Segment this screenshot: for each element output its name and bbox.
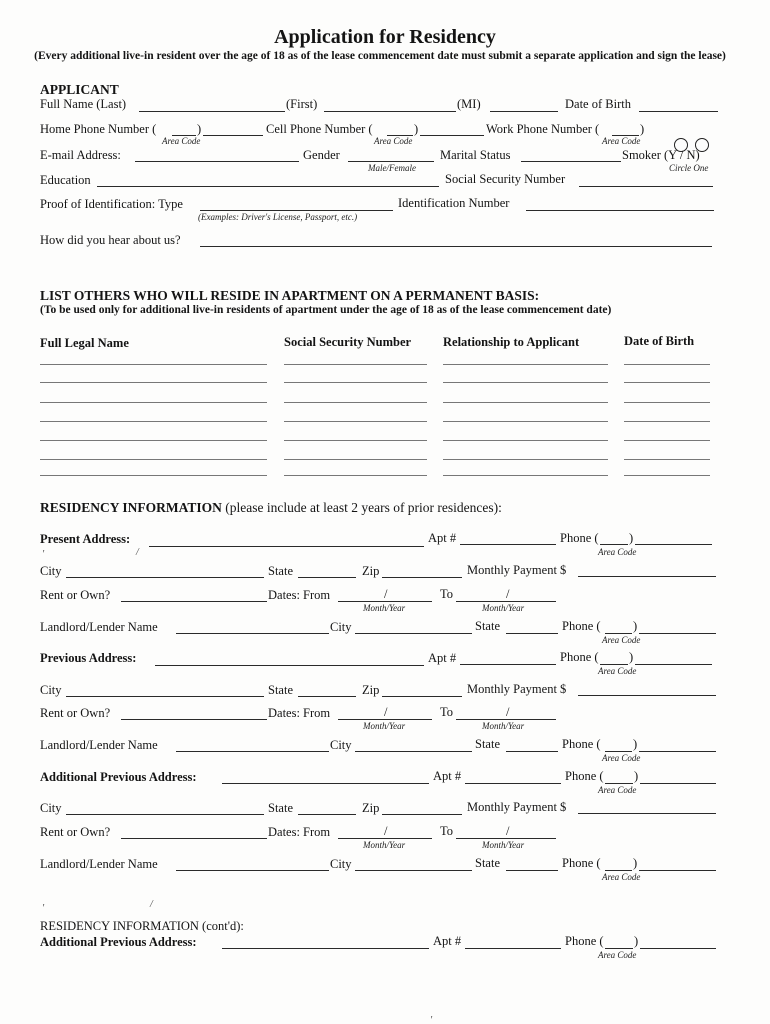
present-rent-own-label: Rent or Own? <box>40 588 111 602</box>
additional-dates-from-label: Dates: From <box>268 825 331 839</box>
scan-mark: ' <box>430 1015 433 1024</box>
previous-phone-field[interactable] <box>635 664 712 665</box>
present-zip-field[interactable] <box>382 577 462 578</box>
work-area-code-hint: Area Code <box>602 136 641 146</box>
contd-area-code-hint: Area Code <box>598 950 637 960</box>
present-state-label: State <box>268 564 293 578</box>
how-heard-field[interactable] <box>200 246 712 247</box>
previous-dates-from-label: Dates: From <box>268 706 331 720</box>
residency-contd-heading: RESIDENCY INFORMATION (cont'd): <box>40 919 244 933</box>
additional-landlord-area-code-hint: Area Code <box>602 872 641 882</box>
additional-city-field[interactable] <box>66 814 264 815</box>
cell-phone-field[interactable] <box>420 135 484 136</box>
others-dob-line[interactable] <box>624 364 710 365</box>
others-ssn-line[interactable] <box>284 364 427 365</box>
present-rent-own-field[interactable] <box>121 601 267 602</box>
additional-monthly-payment-label: Monthly Payment $ <box>467 800 567 814</box>
present-apt-label: Apt # <box>428 531 457 545</box>
present-landlord-area-code-hint: Area Code <box>602 635 641 645</box>
work-phone-paren: ) <box>640 122 645 136</box>
present-city-field[interactable] <box>66 577 264 578</box>
previous-landlord-field[interactable] <box>176 751 329 752</box>
previous-phone-area-field[interactable] <box>600 664 628 665</box>
present-landlord-phone-area-field[interactable] <box>605 633 632 634</box>
home-phone-label: Home Phone Number ( <box>40 122 157 136</box>
present-landlord-state-field[interactable] <box>506 633 558 634</box>
present-to-month-year-hint: Month/Year <box>482 603 525 613</box>
others-relationship-line[interactable] <box>443 382 608 383</box>
residency-heading-row <box>40 501 502 515</box>
present-landlord-phone-label: Phone ( <box>562 619 601 633</box>
additional-city-label: City <box>40 801 62 815</box>
col-ssn: Social Security Number <box>284 335 412 349</box>
previous-landlord-state-field[interactable] <box>506 751 558 752</box>
scan-mark: ' <box>42 903 45 914</box>
others-ssn-line[interactable] <box>284 382 427 383</box>
others-relationship-line[interactable] <box>443 440 608 441</box>
others-full-name-line[interactable] <box>40 382 267 383</box>
additional-landlord-phone-area-field[interactable] <box>605 870 632 871</box>
others-relationship-line[interactable] <box>443 459 608 460</box>
additional-landlord-city-label: City <box>330 857 352 871</box>
present-landlord-city-field[interactable] <box>355 633 472 634</box>
additional-landlord-phone-field[interactable] <box>639 870 716 871</box>
present-monthly-payment-label: Monthly Payment $ <box>467 563 567 577</box>
additional-address-field[interactable] <box>222 783 429 784</box>
marital-status-field[interactable] <box>521 161 621 162</box>
present-zip-label: Zip <box>362 564 380 578</box>
additional-phone-area-field[interactable] <box>605 783 633 784</box>
others-ssn-line[interactable] <box>284 402 427 403</box>
present-area-code-hint: Area Code <box>598 547 637 557</box>
previous-landlord-state-label: State <box>475 737 500 751</box>
additional-rent-own-field[interactable] <box>121 838 267 839</box>
others-dob-line[interactable] <box>624 475 710 476</box>
previous-to-month-year-hint: Month/Year <box>482 721 525 731</box>
previous-zip-label: Zip <box>362 683 380 697</box>
additional-to-slash: / <box>506 824 510 838</box>
present-dates-from-label: Dates: From <box>268 588 331 602</box>
additional-from-slash: / <box>384 824 388 838</box>
additional-from-month-year-hint: Month/Year <box>363 840 406 850</box>
additional-phone-paren: ) <box>634 769 639 783</box>
present-to-field[interactable] <box>456 601 556 602</box>
additional-area-code-hint: Area Code <box>598 785 637 795</box>
contd-phone-label: Phone ( <box>565 934 604 948</box>
education-field[interactable] <box>97 186 439 187</box>
contd-apt-label: Apt # <box>433 934 462 948</box>
present-landlord-phone-field[interactable] <box>639 633 716 634</box>
present-address-field[interactable] <box>149 546 424 547</box>
present-landlord-state-label: State <box>475 619 500 633</box>
col-full-legal-name: Full Legal Name <box>40 336 129 350</box>
additional-landlord-label: Landlord/Lender Name <box>40 857 158 871</box>
present-to-label: To <box>440 587 454 601</box>
previous-city-label: City <box>40 683 62 697</box>
additional-from-field[interactable] <box>338 838 432 839</box>
id-number-field[interactable] <box>526 210 714 211</box>
present-phone-label: Phone ( <box>560 531 599 545</box>
others-ssn-line[interactable] <box>284 440 427 441</box>
work-phone-label: Work Phone Number ( <box>486 122 600 136</box>
previous-monthly-payment-label: Monthly Payment $ <box>467 682 567 696</box>
additional-monthly-payment-field[interactable] <box>578 813 716 814</box>
present-landlord-field[interactable] <box>176 633 329 634</box>
previous-rent-own-label: Rent or Own? <box>40 706 111 720</box>
previous-from-month-year-hint: Month/Year <box>363 721 406 731</box>
previous-zip-field[interactable] <box>382 696 462 697</box>
circle-one-hint: Circle One <box>669 163 709 173</box>
present-from-slash: / <box>384 587 388 601</box>
others-ssn-line[interactable] <box>284 459 427 460</box>
proof-id-hint: (Examples: Driver's License, Passport, etc.) <box>198 212 358 222</box>
home-phone-field[interactable] <box>203 135 263 136</box>
middle-initial-field[interactable] <box>490 111 558 112</box>
ssn-field[interactable] <box>579 186 713 187</box>
previous-phone-label: Phone ( <box>560 650 599 664</box>
contd-phone-area-field[interactable] <box>605 948 633 949</box>
proof-id-field[interactable] <box>200 210 393 211</box>
previous-apt-field[interactable] <box>460 664 556 665</box>
additional-landlord-phone-label: Phone ( <box>562 856 601 870</box>
present-city-label: City <box>40 564 62 578</box>
previous-landlord-label: Landlord/Lender Name <box>40 738 158 752</box>
present-state-field[interactable] <box>298 577 356 578</box>
additional-to-month-year-hint: Month/Year <box>482 840 525 850</box>
cell-area-code-hint: Area Code <box>374 136 413 146</box>
previous-to-field[interactable] <box>456 719 556 720</box>
others-dob-line[interactable] <box>624 402 710 403</box>
cell-phone-paren: ) <box>414 122 419 136</box>
residency-heading: RESIDENCY INFORMATION <box>40 500 222 515</box>
others-full-name-line[interactable] <box>40 440 267 441</box>
others-dob-line[interactable] <box>624 382 710 383</box>
previous-landlord-city-field[interactable] <box>355 751 472 752</box>
others-dob-line[interactable] <box>624 440 710 441</box>
present-phone-area-field[interactable] <box>600 544 628 545</box>
additional-phone-label: Phone ( <box>565 769 604 783</box>
form-title: Application for Residency <box>274 26 496 48</box>
others-dob-line[interactable] <box>624 459 710 460</box>
first-name-field[interactable] <box>324 111 456 112</box>
previous-address-label: Previous Address: <box>40 651 137 665</box>
previous-state-label: State <box>268 683 293 697</box>
ssn-label: Social Security Number <box>445 172 566 186</box>
previous-landlord-area-code-hint: Area Code <box>602 753 641 763</box>
additional-to-field[interactable] <box>456 838 556 839</box>
present-to-slash: / <box>506 587 510 601</box>
form-subtitle: (Every additional live-in resident over the age of 18 as of the lease commencement date must submit a separate application and sign the lease) <box>34 50 726 62</box>
scan-mark: / <box>136 547 139 558</box>
previous-rent-own-field[interactable] <box>121 719 267 720</box>
present-phone-field[interactable] <box>635 544 712 545</box>
how-heard-label: How did you hear about us? <box>40 233 181 247</box>
first-name-label: (First) <box>286 97 318 111</box>
scan-mark: / <box>150 899 153 910</box>
previous-state-field[interactable] <box>298 696 356 697</box>
previous-phone-paren: ) <box>629 650 634 664</box>
others-ssn-line[interactable] <box>284 421 427 422</box>
additional-zip-field[interactable] <box>382 814 462 815</box>
others-relationship-line[interactable] <box>443 402 608 403</box>
others-full-name-line[interactable] <box>40 421 267 422</box>
others-full-name-line[interactable] <box>40 402 267 403</box>
date-of-birth-label: Date of Birth <box>565 97 631 111</box>
previous-to-label: To <box>440 705 454 719</box>
others-ssn-line[interactable] <box>284 475 427 476</box>
additional-landlord-field[interactable] <box>176 870 329 871</box>
previous-to-slash: / <box>506 705 510 719</box>
contd-additional-address-field[interactable] <box>222 948 429 949</box>
additional-landlord-city-field[interactable] <box>355 870 472 871</box>
col-relationship: Relationship to Applicant <box>443 335 580 349</box>
previous-landlord-phone-paren: ) <box>633 737 638 751</box>
previous-landlord-phone-label: Phone ( <box>562 737 601 751</box>
contd-phone-paren: ) <box>634 934 639 948</box>
previous-monthly-payment-field[interactable] <box>578 695 716 696</box>
cell-phone-label: Cell Phone Number ( <box>266 122 373 136</box>
present-landlord-label: Landlord/Lender Name <box>40 620 158 634</box>
last-name-label: Full Name (Last) <box>40 97 127 111</box>
present-from-field[interactable] <box>338 601 432 602</box>
present-apt-field[interactable] <box>460 544 556 545</box>
present-from-month-year-hint: Month/Year <box>363 603 406 613</box>
others-heading: LIST OTHERS WHO WILL RESIDE IN APARTMENT ON A PERMANENT BASIS: <box>40 288 540 303</box>
col-date-of-birth: Date of Birth <box>624 334 695 348</box>
others-subheading: (To be used only for additional live-in residents of apartment under the age of 18 as of the lease commencement date) <box>40 304 612 316</box>
home-phone-paren: ) <box>197 122 202 136</box>
gender-label: Gender <box>303 148 340 162</box>
marital-status-label: Marital Status <box>440 148 511 162</box>
previous-area-code-hint: Area Code <box>598 666 637 676</box>
additional-rent-own-label: Rent or Own? <box>40 825 111 839</box>
date-of-birth-field[interactable] <box>639 111 718 112</box>
contd-additional-address-label: Additional Previous Address: <box>40 935 197 949</box>
last-name-field[interactable] <box>139 111 285 112</box>
previous-from-field[interactable] <box>338 719 432 720</box>
residency-heading-note: (please include at least 2 years of prior residences): <box>221 500 502 515</box>
others-relationship-line[interactable] <box>443 364 608 365</box>
id-number-label: Identification Number <box>398 196 510 210</box>
additional-zip-label: Zip <box>362 801 380 815</box>
applicant-heading: APPLICANT <box>40 82 119 97</box>
contd-apt-field[interactable] <box>465 948 561 949</box>
scan-mark: ' <box>42 549 45 560</box>
additional-phone-field[interactable] <box>640 783 716 784</box>
previous-from-slash: / <box>384 705 388 719</box>
additional-state-field[interactable] <box>298 814 356 815</box>
email-field[interactable] <box>135 161 299 162</box>
others-relationship-line[interactable] <box>443 475 608 476</box>
additional-apt-field[interactable] <box>465 783 561 784</box>
gender-hint: Male/Female <box>368 163 416 173</box>
present-landlord-city-label: City <box>330 620 352 634</box>
others-dob-line[interactable] <box>624 421 710 422</box>
email-label: E-mail Address: <box>40 148 121 162</box>
proof-id-label: Proof of Identification: Type <box>40 197 183 211</box>
present-address-label: Present Address: <box>40 532 131 546</box>
previous-address-field[interactable] <box>155 665 424 666</box>
previous-apt-label: Apt # <box>428 651 457 665</box>
education-label: Education <box>40 173 91 187</box>
additional-apt-label: Apt # <box>433 769 462 783</box>
home-area-code-hint: Area Code <box>162 136 201 146</box>
additional-landlord-state-label: State <box>475 856 500 870</box>
present-landlord-phone-paren: ) <box>633 619 638 633</box>
smoker-label: Smoker (Y / N) <box>622 148 700 162</box>
present-monthly-payment-field[interactable] <box>578 576 716 577</box>
previous-landlord-city-label: City <box>330 738 352 752</box>
additional-landlord-phone-paren: ) <box>633 856 638 870</box>
gender-field[interactable] <box>348 161 434 162</box>
contd-phone-field[interactable] <box>640 948 716 949</box>
others-full-name-line[interactable] <box>40 364 267 365</box>
others-relationship-line[interactable] <box>443 421 608 422</box>
others-full-name-line[interactable] <box>40 475 267 476</box>
previous-landlord-phone-field[interactable] <box>639 751 716 752</box>
others-full-name-line[interactable] <box>40 459 267 460</box>
middle-initial-label: (MI) <box>457 97 481 111</box>
additional-state-label: State <box>268 801 293 815</box>
additional-to-label: To <box>440 824 454 838</box>
previous-landlord-phone-area-field[interactable] <box>605 751 632 752</box>
additional-address-label: Additional Previous Address: <box>40 770 197 784</box>
additional-landlord-state-field[interactable] <box>506 870 558 871</box>
previous-city-field[interactable] <box>66 696 264 697</box>
present-phone-paren: ) <box>629 531 634 545</box>
